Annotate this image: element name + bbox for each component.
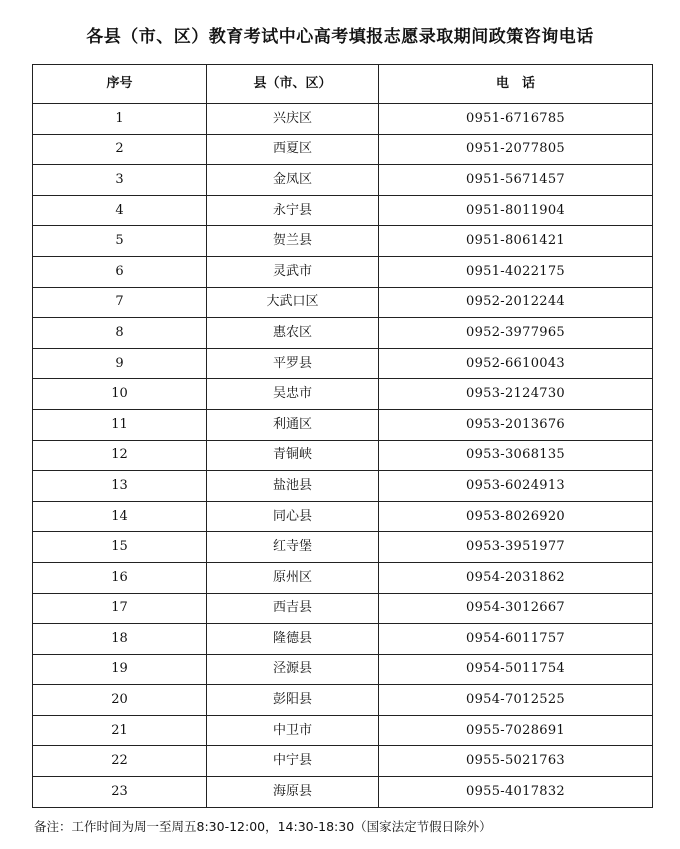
cell-county: 中宁县 bbox=[207, 746, 379, 777]
table-row bbox=[33, 593, 653, 624]
cell-phone: 0954-5011754 bbox=[379, 654, 653, 685]
table-row bbox=[33, 562, 653, 593]
table-row bbox=[33, 226, 653, 257]
table-row bbox=[33, 256, 653, 287]
cell-index: 23 bbox=[33, 777, 207, 808]
table-row bbox=[33, 654, 653, 685]
cell-index: 13 bbox=[33, 471, 207, 502]
table-row bbox=[33, 379, 653, 410]
cell-index: 1 bbox=[33, 104, 207, 135]
table-row bbox=[33, 685, 653, 716]
cell-index: 14 bbox=[33, 501, 207, 532]
table-row bbox=[33, 624, 653, 655]
cell-county: 中卫市 bbox=[207, 715, 379, 746]
cell-phone: 0951-8011904 bbox=[379, 195, 653, 226]
cell-phone: 0953-3951977 bbox=[379, 532, 653, 563]
phone-table bbox=[32, 64, 653, 808]
table-row bbox=[33, 501, 653, 532]
table-row bbox=[33, 746, 653, 777]
cell-county: 金凤区 bbox=[207, 165, 379, 196]
table-row bbox=[33, 195, 653, 226]
header-county: 县（市、区） bbox=[207, 65, 379, 104]
page-title: 各县（市、区）教育考试中心高考填报志愿录取期间政策咨询电话 bbox=[86, 27, 594, 47]
cell-index: 2 bbox=[33, 134, 207, 165]
cell-phone: 0954-7012525 bbox=[379, 685, 653, 716]
cell-county: 青铜峡 bbox=[207, 440, 379, 471]
cell-county: 吴忠市 bbox=[207, 379, 379, 410]
cell-index: 4 bbox=[33, 195, 207, 226]
table-row bbox=[33, 715, 653, 746]
cell-county: 惠农区 bbox=[207, 318, 379, 349]
cell-county: 西吉县 bbox=[207, 593, 379, 624]
cell-phone: 0952-6610043 bbox=[379, 348, 653, 379]
cell-index: 17 bbox=[33, 593, 207, 624]
footnote: 备注：工作时间为周一至周五8:30-12:00，14:30-18:30（国家法定节假日除外） bbox=[34, 819, 492, 834]
cell-index: 16 bbox=[33, 562, 207, 593]
cell-county: 大武口区 bbox=[207, 287, 379, 318]
cell-index: 12 bbox=[33, 440, 207, 471]
cell-county: 红寺堡 bbox=[207, 532, 379, 563]
table-row bbox=[33, 287, 653, 318]
cell-phone: 0954-2031862 bbox=[379, 562, 653, 593]
cell-index: 7 bbox=[33, 287, 207, 318]
cell-index: 10 bbox=[33, 379, 207, 410]
cell-county: 隆德县 bbox=[207, 624, 379, 655]
cell-phone: 0953-2124730 bbox=[379, 379, 653, 410]
cell-phone: 0952-3977965 bbox=[379, 318, 653, 349]
table-row bbox=[33, 104, 653, 135]
cell-county: 泾源县 bbox=[207, 654, 379, 685]
cell-phone: 0953-6024913 bbox=[379, 471, 653, 502]
cell-phone: 0954-6011757 bbox=[379, 624, 653, 655]
cell-phone: 0951-2077805 bbox=[379, 134, 653, 165]
table-row bbox=[33, 134, 653, 165]
cell-phone: 0955-7028691 bbox=[379, 715, 653, 746]
cell-index: 15 bbox=[33, 532, 207, 563]
header-phone: 电 话 bbox=[379, 65, 653, 104]
cell-county: 原州区 bbox=[207, 562, 379, 593]
table-row bbox=[33, 471, 653, 502]
cell-phone: 0955-5021763 bbox=[379, 746, 653, 777]
cell-index: 20 bbox=[33, 685, 207, 716]
cell-county: 灵武市 bbox=[207, 256, 379, 287]
table-row bbox=[33, 777, 653, 808]
cell-index: 8 bbox=[33, 318, 207, 349]
cell-index: 6 bbox=[33, 256, 207, 287]
cell-phone: 0951-4022175 bbox=[379, 256, 653, 287]
table-body bbox=[33, 104, 653, 808]
table-row bbox=[33, 318, 653, 349]
cell-county: 同心县 bbox=[207, 501, 379, 532]
cell-county: 永宁县 bbox=[207, 195, 379, 226]
cell-county: 贺兰县 bbox=[207, 226, 379, 257]
cell-county: 西夏区 bbox=[207, 134, 379, 165]
cell-index: 19 bbox=[33, 654, 207, 685]
cell-phone: 0952-2012244 bbox=[379, 287, 653, 318]
cell-phone: 0951-6716785 bbox=[379, 104, 653, 135]
cell-phone: 0953-2013676 bbox=[379, 409, 653, 440]
cell-index: 9 bbox=[33, 348, 207, 379]
cell-phone: 0953-3068135 bbox=[379, 440, 653, 471]
cell-phone: 0954-3012667 bbox=[379, 593, 653, 624]
cell-county: 兴庆区 bbox=[207, 104, 379, 135]
cell-county: 利通区 bbox=[207, 409, 379, 440]
cell-index: 18 bbox=[33, 624, 207, 655]
cell-county: 彭阳县 bbox=[207, 685, 379, 716]
cell-phone: 0955-4017832 bbox=[379, 777, 653, 808]
cell-index: 5 bbox=[33, 226, 207, 257]
header-index: 序号 bbox=[33, 65, 207, 104]
cell-index: 22 bbox=[33, 746, 207, 777]
table-row bbox=[33, 532, 653, 563]
cell-phone: 0953-8026920 bbox=[379, 501, 653, 532]
table-row bbox=[33, 440, 653, 471]
cell-index: 21 bbox=[33, 715, 207, 746]
table-row bbox=[33, 348, 653, 379]
cell-phone: 0951-8061421 bbox=[379, 226, 653, 257]
table-row bbox=[33, 165, 653, 196]
table-header-row bbox=[33, 65, 653, 104]
cell-index: 3 bbox=[33, 165, 207, 196]
cell-county: 平罗县 bbox=[207, 348, 379, 379]
cell-phone: 0951-5671457 bbox=[379, 165, 653, 196]
cell-index: 11 bbox=[33, 409, 207, 440]
table-row bbox=[33, 409, 653, 440]
cell-county: 盐池县 bbox=[207, 471, 379, 502]
cell-county: 海原县 bbox=[207, 777, 379, 808]
